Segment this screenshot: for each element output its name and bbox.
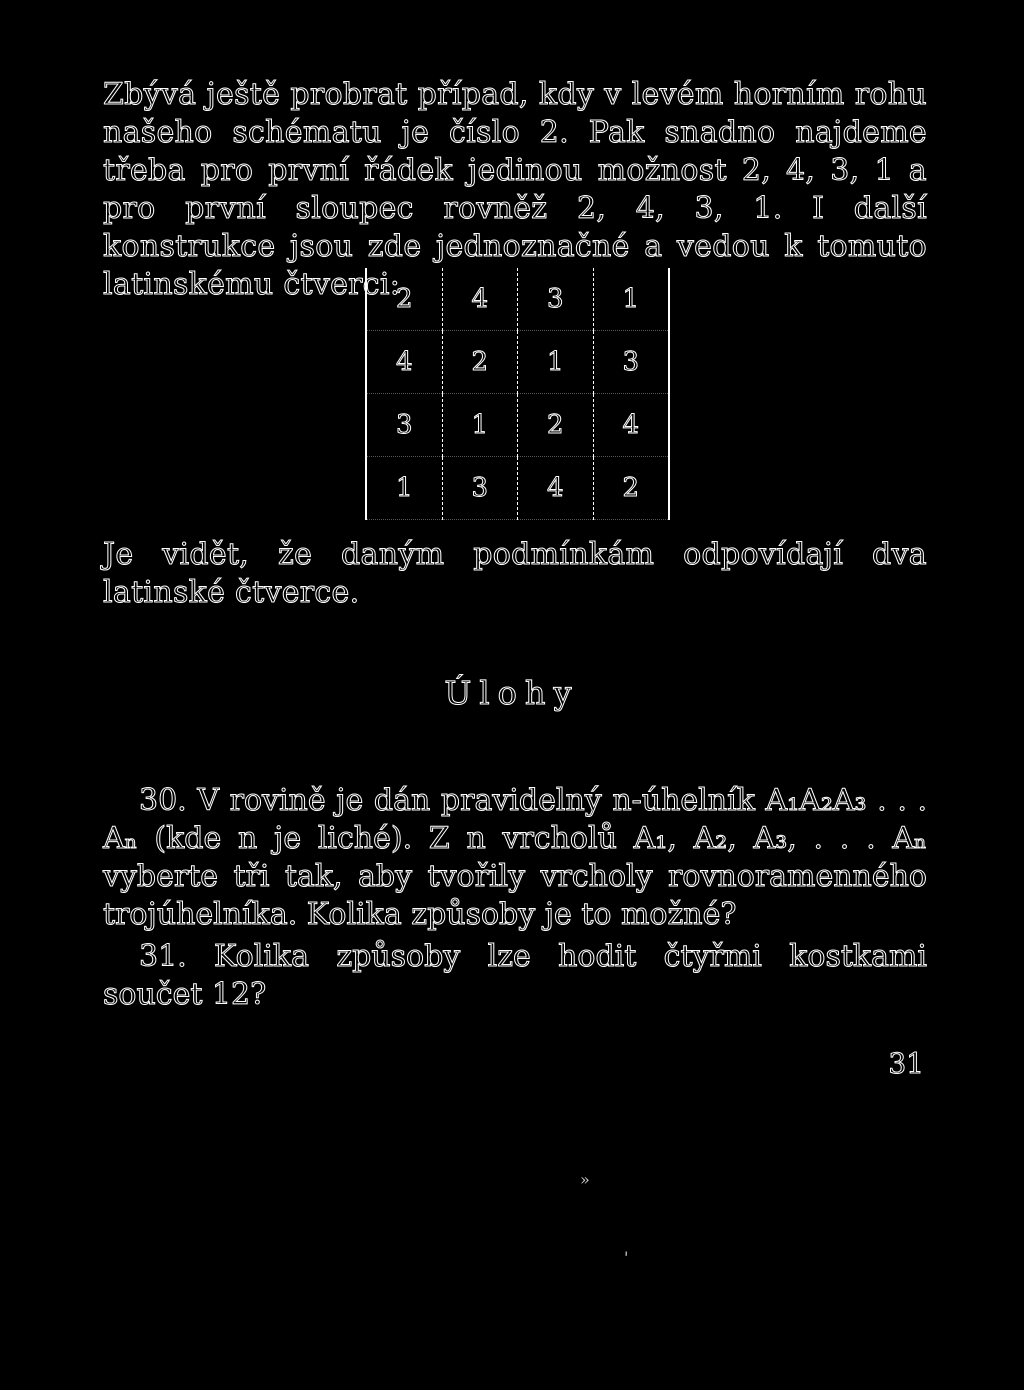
latin-square-cell: 4: [593, 394, 669, 457]
latin-square-cell: 2: [593, 457, 669, 520]
latin-square-row: [366, 394, 669, 457]
latin-square-row: [366, 331, 669, 394]
latin-square-cell: 1: [518, 331, 594, 394]
task-30-text: 30. V rovině je dán pravidelný n-úhelník A₁A₂A₃ . . . Aₙ (kde n je liché). Z n vrcholů A₁, A₂, A₃, . . . Aₙ vyberte tři tak, aby tvořily vrcholy rovnoramenného trojúhelníka. Kolika způsoby je to možné?: [103, 783, 927, 932]
latin-square-cell: 3: [442, 457, 518, 520]
latin-square-cell: 4: [442, 268, 518, 331]
latin-square-cell: 3: [518, 268, 594, 331]
section-heading: Úlohy: [444, 674, 580, 712]
paragraph-intro: Zbývá ještě probrat případ, kdy v levém horním rohu našeho schématu je číslo 2. Pak snadno najdeme třeba pro první řádek jedinou možnost 2, 4, 3, 1 a pro první sloupec rovněž 2, 4, 3, 1. I další konstrukce jsou zde jednoznačné a vedou k tomuto latinskému čtverci:: [103, 77, 927, 302]
latin-square-cell: 4: [366, 331, 442, 394]
latin-square-cell: 3: [366, 394, 442, 457]
latin-square-cell: 2: [518, 394, 594, 457]
page-number: 31: [888, 1047, 924, 1080]
task-30: [103, 782, 927, 934]
latin-square-cell: 2: [366, 268, 442, 331]
task-31: [103, 938, 927, 1014]
scan-speck: ': [624, 1248, 629, 1267]
latin-square-cell: 1: [593, 268, 669, 331]
latin-square-cell: 4: [518, 457, 594, 520]
latin-square-cell: 1: [442, 394, 518, 457]
latin-square-row: [366, 268, 669, 331]
latin-square-cell: 1: [366, 457, 442, 520]
scan-speck: »: [580, 1170, 590, 1189]
latin-square-row: [366, 457, 669, 520]
latin-square-cell: 3: [593, 331, 669, 394]
latin-square-cell: 2: [442, 331, 518, 394]
task-31-text: 31. Kolika způsoby lze hodit čtyřmi kostkami součet 12?: [103, 939, 927, 1012]
latin-square-table: [365, 268, 670, 520]
paragraph-conclusion: Je vidět, že daným podmínkám odpovídají dva latinské čtverce.: [103, 537, 927, 610]
